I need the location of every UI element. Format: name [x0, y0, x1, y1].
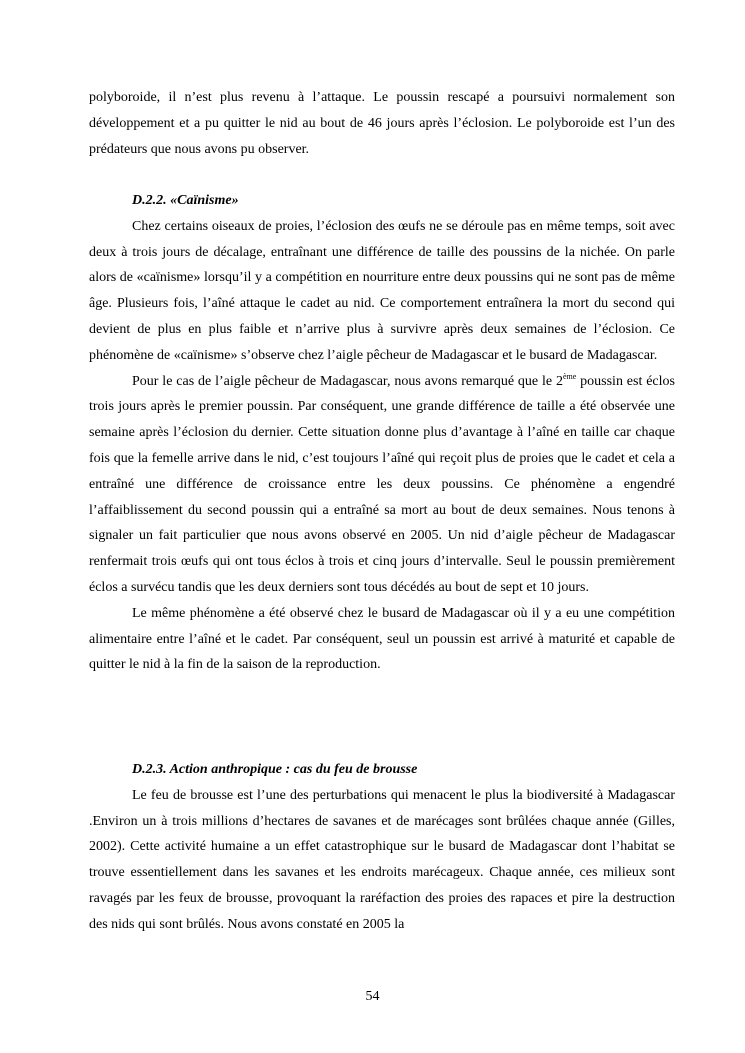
cainisme-paragraph-2-rest: poussin est éclos trois jours après le premier poussin. Par conséquent, une grande différence de taille a été observée une semaine après l’éclosion du dernier. Cette situation donne plus d’avantage à l’aîné en taille car chaque fois que la femelle arrive dans le nid, c’est toujours l’aîné qui reçoit plus de proies que le cadet et cela a entraîné une différence de croissance entre les deux poussins. Ce phénomène a engendré l’affaiblissement du second poussin qui a entraîné sa mort au bout de deux semaines. Nous tenons à signaler un fait particulier que nous avons observé en 2005. Un nid d’aigle pêcheur de Madagascar renfermait trois œufs qui ont tous éclos à trois et cinq jours d’intervalle. Seul le poussin premièrement éclos a survécu tandis que les deux derniers sont tous décédés au bout de sept et 10 jours.	[89, 373, 675, 595]
section-action-anthropique	[89, 757, 675, 938]
cainisme-paragraph-2	[89, 369, 675, 601]
page-number: 54	[365, 989, 380, 1004]
intro-block	[89, 85, 675, 162]
action-paragraph-1: Le feu de brousse est l’une des perturbations qui menacent le plus la biodiversité à Madagascar .Environ un à trois millions d’hectares de savanes et de marécages sont brûlées chaque année (Gilles, 2002). Cette activité humaine a un effet catastrophique sur le busard de Madagascar dont l’habitat se trouve essentiellement dans les savanes et les endroits marécageux. Chaque année, ces milieux sont ravagés par les feux de brousse, provoquant la raréfaction des proies des rapaces et pire la destruction des nids qui sont brûlés. Nous avons constaté en 2005 la	[89, 787, 675, 932]
cainisme-paragraph-3: Le même phénomène a été observé chez le busard de Madagascar où il y a eu une compétition alimentaire entre l’aîné et le cadet. Par conséquent, seul un poussin est arrivé à maturité et capable de quitter le nid à la fin de la saison de la reproduction.	[89, 605, 675, 673]
ordinal-superscript: ème	[562, 371, 577, 381]
cainisme-paragraph-2-start: Pour le cas de l’aigle pêcheur de Madagascar, nous avons remarqué que le 2	[132, 373, 563, 389]
section-cainisme	[89, 188, 675, 678]
section-heading-cainisme: D.2.2. «Caïnisme»	[132, 193, 239, 208]
section-heading-action-anthropique: D.2.3. Action anthropique : cas du feu de brousse	[132, 762, 418, 777]
intro-paragraph: polyboroide, il n’est plus revenu à l’attaque. Le poussin rescapé a poursuivi normalement son développement et a pu quitter le nid au bout de 46 jours après l’éclosion. Le polyboroide est l’un des prédateurs que nous avons pu observer.	[89, 90, 675, 157]
cainisme-paragraph-1: Chez certains oiseaux de proies, l’éclosion des œufs ne se déroule pas en même temps, soit avec deux à trois jours de décalage, entraînant une différence de taille des poussins de la nichée. On parle alors de «caïnisme» lorsqu’il y a compétition en nourriture entre deux poussins qui ne sont pas de même âge. Plusieurs fois, l’aîné attaque le cadet au nid. Ce comportement entraînera la mort du second qui devient de plus en plus faible et n’arrive plus à survivre après deux semaines de l’éclosion. Ce phénomène de «caïnisme» s’observe chez l’aigle pêcheur de Madagascar et le busard de Madagascar.	[89, 218, 675, 363]
